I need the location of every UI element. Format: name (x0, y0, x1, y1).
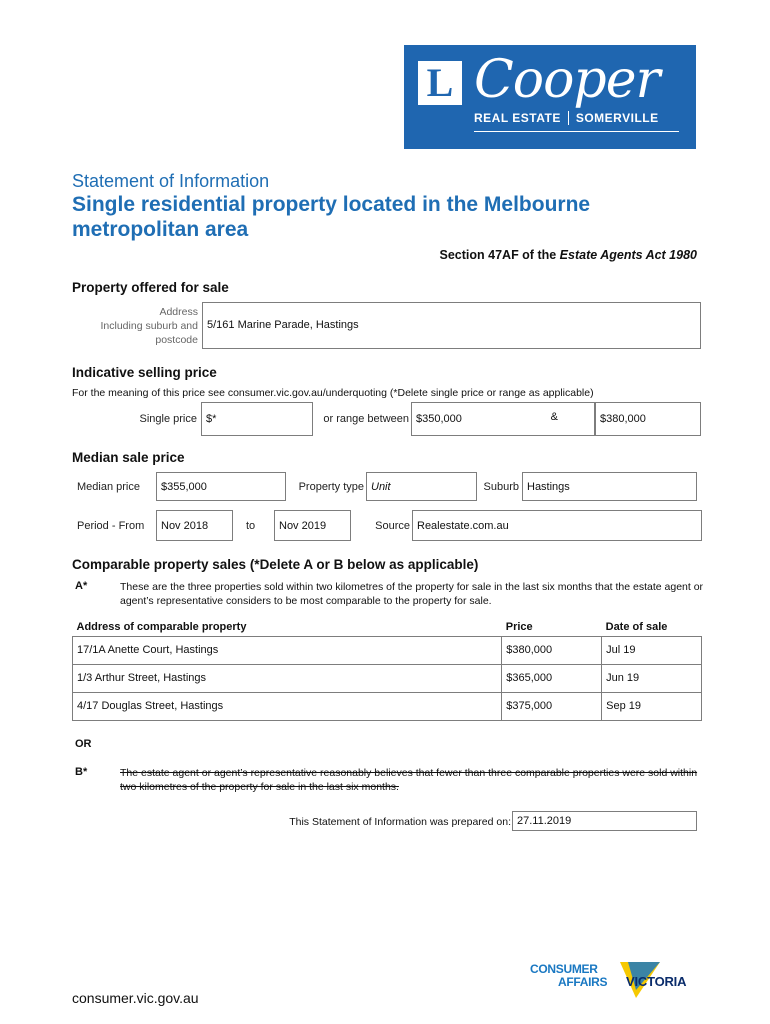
range-low-value: $350,000 (416, 413, 462, 425)
section-reference (440, 248, 697, 262)
address-column-header: Address of comparable property (76, 621, 247, 634)
indicative-note: For the meaning of this price see consumer.vic.gov.au/underquoting (*Delete single price or range as applicable) (72, 387, 594, 399)
address-label-line-3: postcode (155, 334, 198, 346)
table-row (73, 692, 702, 720)
document-kicker: Statement of Information (72, 171, 270, 191)
cav-line-1: CONSUMER (530, 962, 598, 976)
address-label-line-1: Address (159, 306, 198, 318)
logo-subtitle (474, 111, 679, 125)
comparable-price-cell[interactable]: $375,000 (502, 692, 602, 720)
median-price-label: Median price (77, 481, 140, 493)
document-title: Single residential property located in the Melbourne metropolitan area (72, 193, 591, 241)
comparable-address-cell[interactable]: 17/1A Anette Court, Hastings (73, 636, 502, 664)
address-label-line-2: Including suburb and (100, 320, 198, 332)
median-heading: Median sale price (72, 450, 185, 465)
cav-line-2: AFFAIRS (558, 975, 608, 989)
table-header-row (73, 619, 702, 636)
address-field[interactable]: 5/161 Marine Parade, Hastings (202, 302, 701, 349)
footer-url: consumer.vic.gov.au (72, 990, 199, 1006)
period-to-field[interactable]: Nov 2019 (274, 510, 351, 541)
source-label: Source (375, 520, 410, 532)
logo-right-text: SOMERVILLE (575, 111, 659, 125)
source-field[interactable]: Realestate.com.au (412, 510, 702, 541)
period-to-label: to (246, 520, 256, 532)
logo-letter: L (418, 61, 462, 105)
option-a-marker: A* (75, 580, 88, 592)
date-column-header: Date of sale (605, 621, 668, 634)
property-type-label: Property type (298, 481, 364, 493)
period-from-field[interactable]: Nov 2018 (156, 510, 233, 541)
table-row (73, 664, 702, 692)
logo-underline (474, 131, 679, 132)
comparable-date-cell[interactable]: Sep 19 (602, 692, 702, 720)
property-type-field[interactable]: Unit (366, 472, 477, 501)
suburb-field[interactable]: Hastings (522, 472, 697, 501)
range-low-field[interactable] (411, 402, 595, 436)
range-ampersand: & (550, 411, 558, 423)
option-a-text: These are the three properties sold within two kilometres of the property for sale in the last six months that the estate agent or agent’s representative considers to be most comparable to the property for sale. (120, 581, 704, 607)
property-heading: Property offered for sale (72, 280, 229, 295)
single-price-label: Single price (139, 413, 197, 425)
indicative-heading: Indicative selling price (72, 365, 217, 380)
section-act: Estate Agents Act 1980 (559, 248, 697, 262)
period-from-label: Period - From (77, 520, 145, 532)
section-prefix: Section 47AF of the (439, 248, 560, 262)
cav-line-3: VICTORIA (626, 974, 687, 989)
option-b-marker: B* (75, 766, 88, 778)
logo-name: Cooper (474, 50, 660, 110)
suburb-label: Suburb (483, 481, 519, 493)
comparable-price-cell[interactable]: $365,000 (502, 664, 602, 692)
consumer-affairs-victoria-logo (528, 960, 703, 1010)
comparable-table (72, 619, 702, 721)
logo-separator (568, 111, 569, 125)
comparable-date-cell[interactable]: Jun 19 (602, 664, 702, 692)
single-price-field[interactable]: $* (201, 402, 313, 436)
comparable-address-cell[interactable]: 1/3 Arthur Street, Hastings (73, 664, 502, 692)
prepared-label: This Statement of Information was prepared on: (289, 816, 511, 828)
or-label: OR (75, 738, 92, 750)
address-label (101, 305, 199, 347)
range-label: or range between (323, 413, 409, 425)
median-price-field[interactable]: $355,000 (156, 472, 286, 501)
comparable-address-cell[interactable]: 4/17 Douglas Street, Hastings (73, 692, 502, 720)
logo-left-text: REAL ESTATE (474, 111, 561, 125)
prepared-date-field[interactable]: 27.11.2019 (512, 811, 697, 831)
comparable-heading: Comparable property sales (*Delete A or B below as applicable) (72, 557, 479, 572)
comparable-price-cell[interactable]: $380,000 (502, 636, 602, 664)
table-row (73, 636, 702, 664)
price-column-header: Price (505, 621, 533, 634)
range-high-field[interactable]: $380,000 (595, 402, 701, 436)
comparable-date-cell[interactable]: Jul 19 (602, 636, 702, 664)
option-b-text: The estate agent or agent’s representative reasonably believes that fewer than three comparable properties were sold within two kilometres of the property for sale in the last six months. (120, 767, 698, 793)
agency-logo (404, 45, 696, 149)
